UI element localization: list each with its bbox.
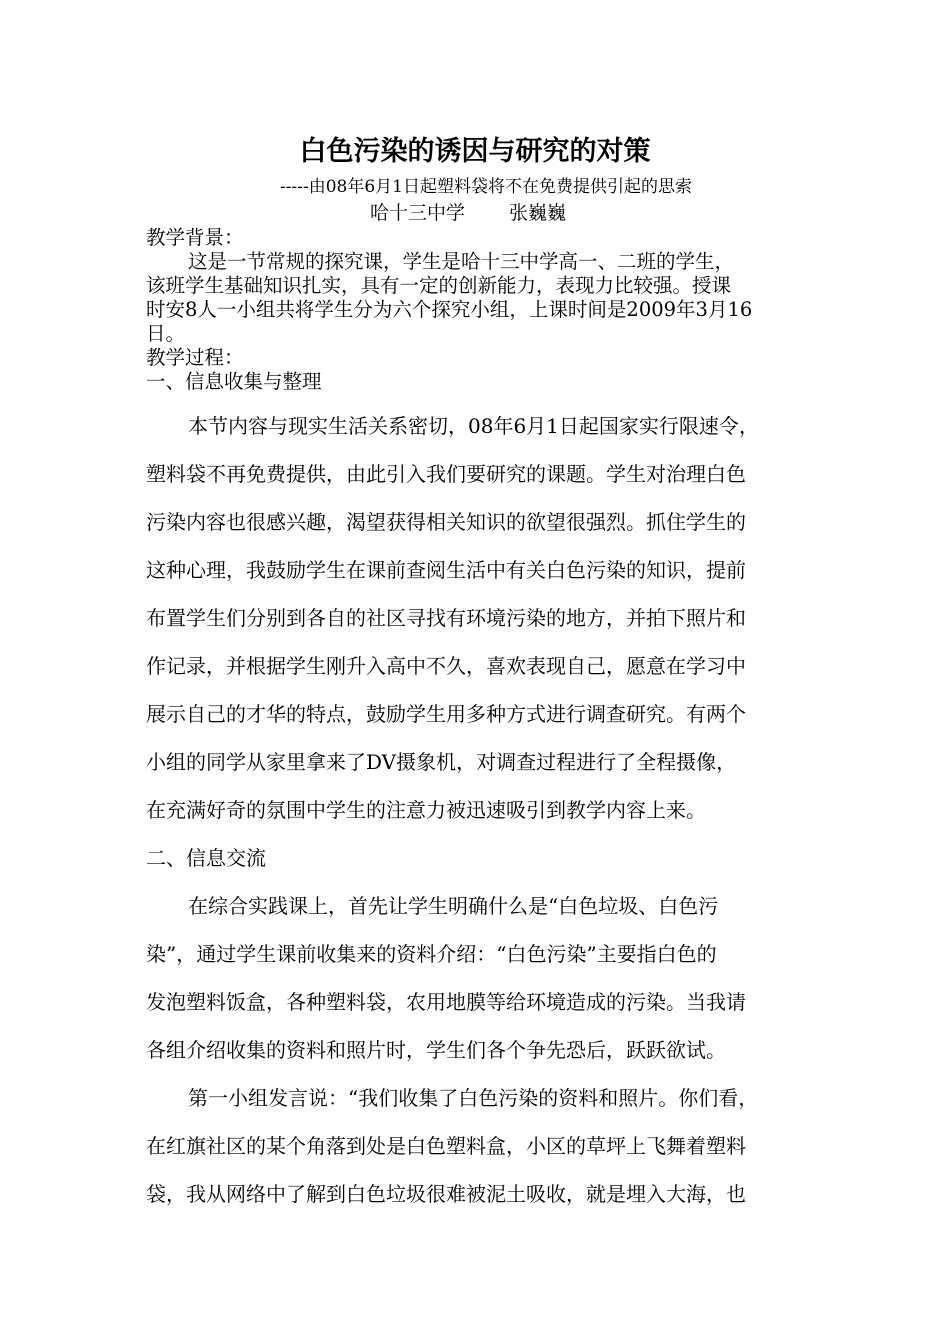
body-line: 在充满好奇的氛围中学生的注意力被迅速吸引到教学内容上来。	[146, 798, 706, 822]
document-subtitle: -----由08年6月1日起塑料袋将不在免费提供引起的思索	[280, 177, 692, 197]
background-line: 日。	[146, 322, 186, 345]
background-line: 时安8人一小组共将学生分为六个探究小组，上课时间是2009年3月16	[146, 298, 753, 321]
body-line: 小组的同学从家里拿来了DV摄象机，对调查过程进行了全程摄像，	[146, 750, 737, 774]
body-line: 本节内容与现实生活关系密切，08年6月1日起国家实行限速令，	[188, 414, 759, 438]
process-heading: 教学过程：	[146, 346, 244, 369]
section2-heading: 二、信息交流	[146, 846, 266, 870]
body-line: 各组介绍收集的资料和照片时，学生们各个争先恐后，跃跃欲试。	[146, 1038, 726, 1062]
body-line: 第一小组发言说：“我们收集了白色污染的资料和照片。你们看，	[188, 1086, 759, 1110]
school-name: 哈十三中学	[370, 202, 466, 224]
body-line: 污染内容也很感兴趣，渴望获得相关知识的欲望很强烈。抓住学生的	[146, 510, 746, 534]
body-line: 袋，我从网络中了解到白色垃圾很难被泥土吸收，就是埋入大海，也	[146, 1182, 746, 1206]
body-line: 作记录，并根据学生刚升入高中不久，喜欢表现自己，愿意在学习中	[146, 654, 746, 678]
byline	[370, 201, 566, 225]
teaching-background	[146, 226, 816, 394]
body-line: 在综合实践课上，首先让学生明确什么是“白色垃圾、白色污	[188, 894, 719, 918]
document-title: 白色污染的诱因与研究的对策	[299, 136, 651, 167]
body-line: 在红旗社区的某个角落到处是白色塑料盒，小区的草坪上飞舞着塑料	[146, 1134, 746, 1158]
body-line: 染”，通过学生课前收集来的资料介绍：“白色污染”主要指白色的	[146, 942, 717, 966]
body-line: 布置学生们分别到各自的社区寻找有环境污染的地方，并拍下照片和	[146, 606, 746, 630]
body-line: 塑料袋不再免费提供，由此引入我们要研究的课题。学生对治理白色	[146, 462, 746, 486]
section1-body	[146, 402, 826, 1218]
section1-heading: 一、信息收集与整理	[146, 370, 322, 393]
body-line: 这种心理，我鼓励学生在课前查阅生活中有关白色污染的知识，提前	[146, 558, 746, 582]
background-heading: 教学背景：	[146, 226, 244, 249]
background-line: 该班学生基础知识扎实，具有一定的创新能力，表现力比较强。授课	[146, 274, 732, 297]
background-line: 这是一节常规的探究课，学生是哈十三中学高一、二班的学生，	[188, 250, 735, 273]
body-line: 发泡塑料饭盒，各种塑料袋，农用地膜等给环境造成的污染。当我请	[146, 990, 746, 1014]
author-name: 张巍巍	[509, 202, 567, 224]
body-line: 展示自己的才华的特点，鼓励学生用多种方式进行调查研究。有两个	[146, 702, 746, 726]
